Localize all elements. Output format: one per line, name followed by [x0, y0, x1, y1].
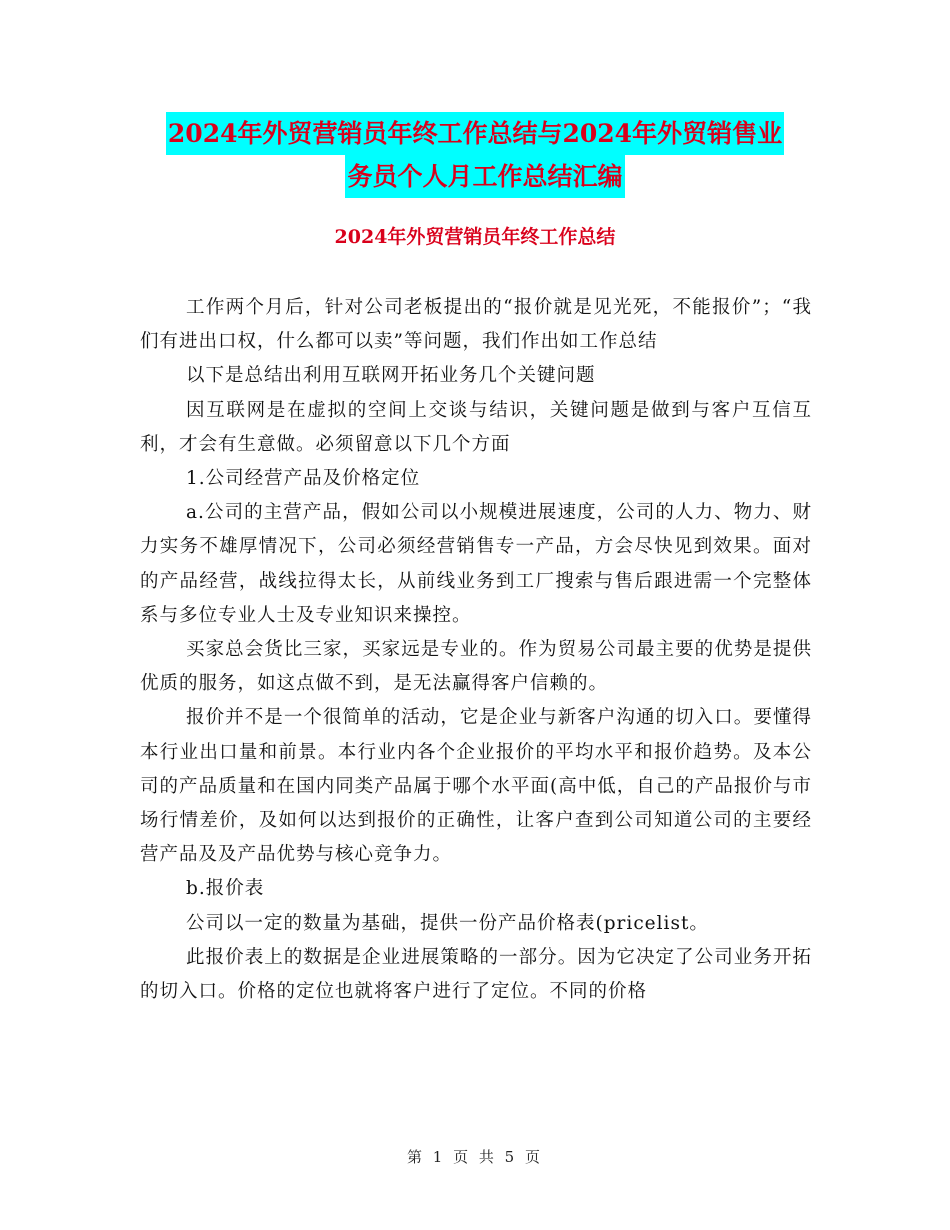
paragraph-4: 1.公司经营产品及价格定位 [186, 468, 421, 490]
page-footer: 第 1 页 共 5 页 [407, 1148, 543, 1166]
paragraph-5: a.公司的主营产品，假如公司以小规模进展速度，公司的人力、物力、财力实务不雄厚情况下，公司必须经营销售专一产品，方会尽快见到效果。面对的产品经营，战线拉得太长，从前线业务到工厂搜索与售后跟进需一个完整体系与多位专业人士及专业知识来操控。 [140, 502, 812, 626]
paragraph-3: 因互联网是在虚拟的空间上交谈与结识，关键问题是做到与客户互信互利，才会有生意做。必须留意以下几个方面 [140, 399, 812, 455]
section-title: 2024年外贸营销员年终工作总结 [334, 226, 616, 248]
document-title [0, 112, 950, 198]
paragraph-2: 以下是总结出利用互联网开拓业务几个关键问题 [186, 365, 596, 387]
document-title-line-1: 2024年外贸营销员年终工作总结与2024年外贸销售业 [166, 112, 784, 155]
document-body [140, 291, 812, 1009]
paragraph-1: 工作两个月后，针对公司老板提出的“报价就是见光死，不能报价”；“我们有进出口权，什么都可以卖”等问题，我们作出如工作总结 [140, 297, 812, 353]
document-title-line-2: 务员个人月工作总结汇编 [345, 155, 624, 198]
paragraph-7: 报价并不是一个很简单的活动，它是企业与新客户沟通的切入口。要懂得本行业出口量和前景。本行业内各个企业报价的平均水平和报价趋势。及本公司的产品质量和在国内同类产品属于哪个水平面(高中低，自己的产品报价与市场行情差价，及如何以达到报价的正确性，让客户查到公司知道公司的主要经营产品及及产品优势与核心竞争力。 [140, 707, 812, 866]
paragraph-6: 买家总会货比三家，买家远是专业的。作为贸易公司最主要的优势是提供优质的服务，如这点做不到，是无法赢得客户信赖的。 [140, 639, 812, 695]
paragraph-10: 此报价表上的数据是企业进展策略的一部分。因为它决定了公司业务开拓的切入口。价格的定位也就将客户进行了定位。不同的价格 [140, 946, 812, 1003]
paragraph-8: b.报价表 [186, 878, 265, 900]
paragraph-9: 公司以一定的数量为基础，提供一份产品价格表(pricelist。 [186, 912, 709, 934]
